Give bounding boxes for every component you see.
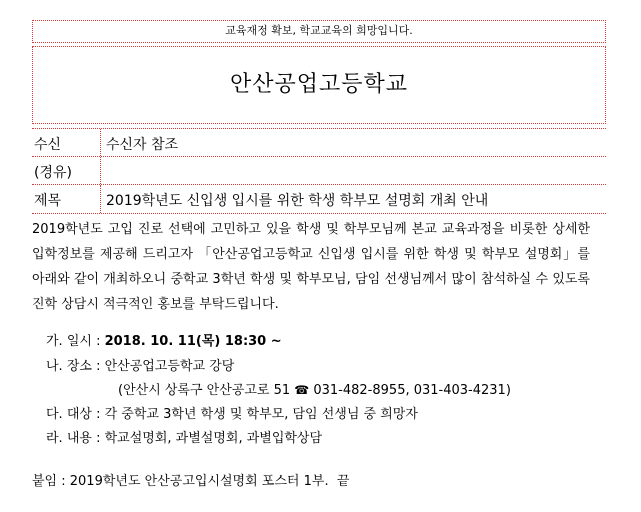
- via-label: (경유): [34, 165, 72, 181]
- date-label: 가. 일시 :: [46, 334, 105, 349]
- slogan-box: [32, 20, 606, 43]
- place-label: 나. 장소 :: [46, 359, 105, 374]
- target-label: 다. 대상 :: [46, 407, 105, 422]
- recipient-row: [32, 129, 606, 157]
- divider: [100, 157, 101, 184]
- via-row: [32, 157, 606, 185]
- recipient-value: 수신자 참조: [106, 137, 179, 153]
- address-post: 031-482-8955, 031-403-4231): [309, 383, 511, 398]
- school-header: [32, 46, 606, 124]
- meta-table: [32, 128, 606, 214]
- subject-value: 2019학년도 신입생 입시를 위한 학생 학부모 설명회 개최 안내: [106, 193, 489, 209]
- place-line: [46, 355, 234, 374]
- divider: [100, 129, 101, 156]
- school-name: 안산공업고등학교: [229, 72, 409, 97]
- place-value: 안산공업고등학교 강당: [104, 359, 235, 374]
- body-paragraph: 2019학년도 고입 진로 선택에 고민하고 있을 학생 및 학부모님께 본교 교육과정을 비롯한 상세한 입학정보를 제공해 드리고자 「안산공업고등학교 신입생 입시를 위한 학생 및 학부모 설명회」를 아래와 같이 개최하오니 중학교 3학년 학생 및 학부모님, 담임 선생님께서 많이 참석하실 수 있도록 진학 상담시 적극적인 홍보를 부탁드립니다.: [32, 222, 590, 312]
- subject-label: 제목: [34, 193, 62, 209]
- slogan: 교육재정 확보, 학교교육의 희망입니다.: [225, 24, 413, 37]
- target-line: [46, 403, 418, 422]
- address-line: [118, 379, 511, 398]
- telephone-icon: ☎: [294, 383, 310, 397]
- content-label: 라. 내용 :: [46, 431, 105, 446]
- subject-row: [32, 185, 606, 213]
- target-value: 각 중학교 3학년 학생 및 학부모, 담임 선생님 중 희망자: [104, 407, 418, 422]
- divider: [100, 185, 101, 213]
- address-pre: (안산시 상록구 안산공고로 51: [118, 383, 295, 398]
- date-value: 2018. 10. 11(목) 18:30 ~: [104, 334, 282, 349]
- date-line: [46, 330, 282, 349]
- attachment-line: 붙임 : 2019학년도 안산공고입시설명회 포스터 1부. 끝: [32, 474, 350, 489]
- content-value: 학교설명회, 과별설명회, 과별입학상담: [104, 431, 323, 446]
- recipient-label: 수신: [34, 137, 62, 153]
- content-line: [46, 427, 322, 446]
